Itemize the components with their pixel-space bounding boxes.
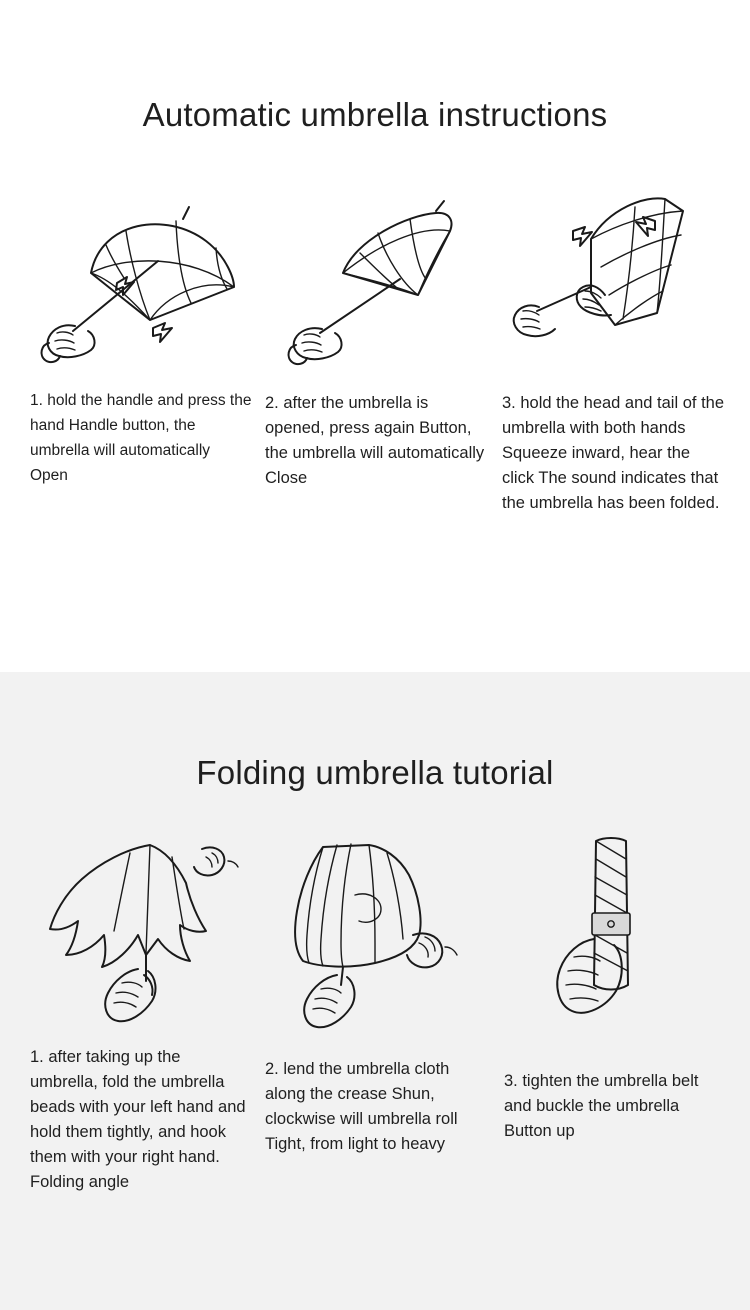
section-title: Folding umbrella tutorial <box>196 754 554 791</box>
step-caption: 2. after the umbrella is opened, press again Button, the umbrella will automatically Close <box>265 394 485 487</box>
step-caption: 1. after taking up the umbrella, fold the umbrella beads with your left hand and hold them tightly, and hook them with your right hand. Folding angle <box>30 1048 246 1191</box>
step-card <box>498 830 726 1195</box>
steps-row-automatic <box>0 178 750 516</box>
step-card <box>261 178 489 516</box>
umbrella-belt-illustration <box>498 830 726 1045</box>
umbrella-closing-illustration <box>261 178 489 388</box>
step-caption: 3. tighten the umbrella belt and buckle the umbrella Button up <box>504 1072 699 1140</box>
page-title: Automatic umbrella instructions <box>142 96 608 133</box>
step-caption: 1. hold the handle and press the hand Handle button, the umbrella will automatically Open <box>30 392 252 484</box>
umbrella-open-illustration <box>24 178 252 388</box>
umbrella-gather-illustration <box>24 830 252 1045</box>
step-caption: 3. hold the head and tail of the umbrella with both hands Squeeze inward, hear the click The sound indicates that the umbrella has been folded. <box>502 394 725 512</box>
umbrella-squeeze-illustration <box>498 178 726 388</box>
step-caption: 2. lend the umbrella cloth along the crease Shun, clockwise will umbrella roll Tight, from light to heavy <box>265 1060 458 1153</box>
step-card <box>24 830 252 1195</box>
section-folding-tutorial <box>0 672 750 1310</box>
step-card <box>498 178 726 516</box>
steps-row-folding <box>0 830 750 1195</box>
umbrella-roll-illustration <box>261 830 489 1045</box>
step-card <box>24 178 252 516</box>
step-card <box>261 830 489 1195</box>
